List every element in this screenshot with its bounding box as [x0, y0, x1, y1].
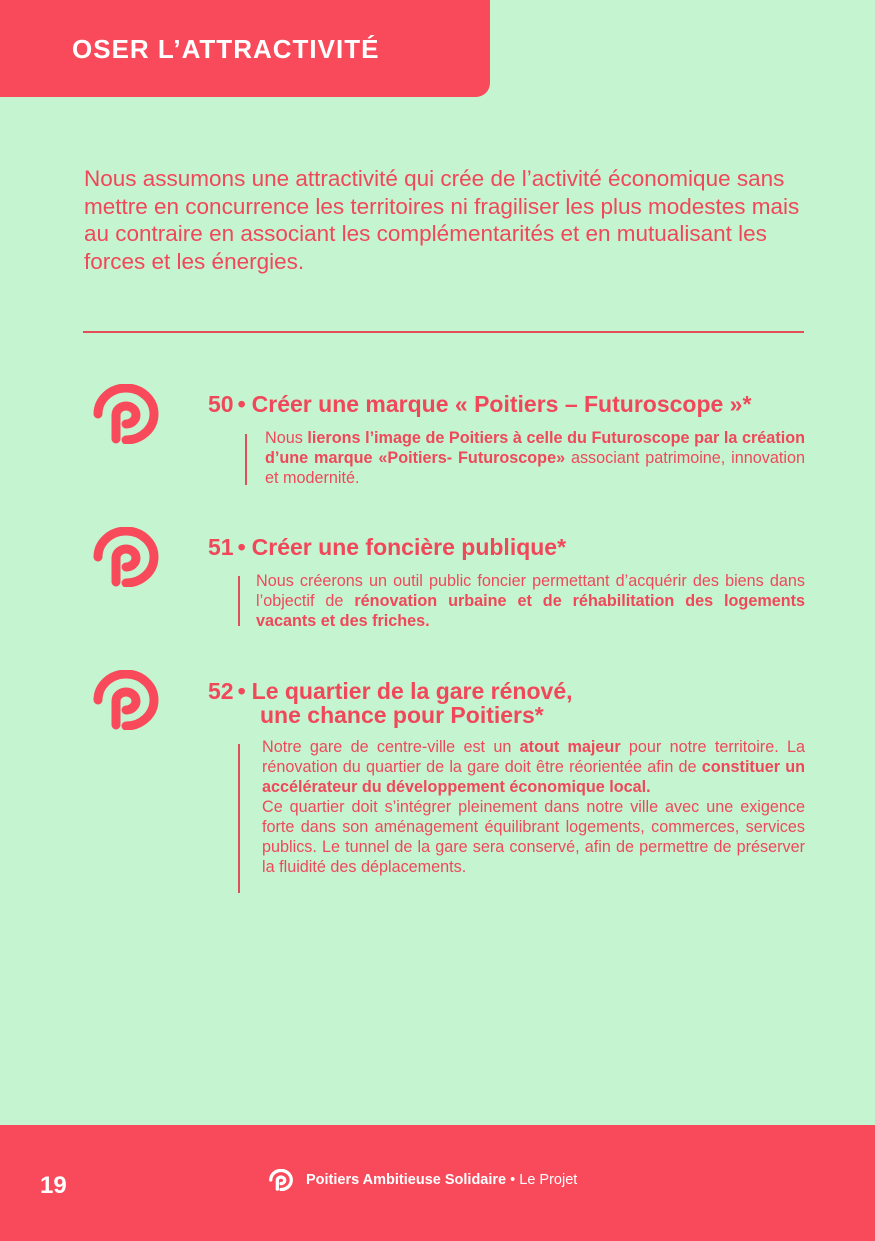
item-title-51: 51 • Créer une foncière publique* — [208, 534, 567, 560]
item-bar-50 — [245, 434, 247, 485]
footer — [0, 1125, 875, 1241]
item-desc-52: Notre gare de centre-ville est un atout majeur pour notre territoire. La rénovation du quartier de la gare doit être réorientée afin de constituer un accélérateur du développement économique local. Ce quartier doit s’intégrer pleinement dans notre ville avec une exigence forte dans son aménagement équilibrant logements, commerces, services publics. Le tunnel de la gare sera conservé, afin de permettre de préserver la fluidité des déplacements. — [262, 738, 805, 876]
poitiers-logo-icon — [268, 1169, 294, 1191]
intro-paragraph: Nous assumons une attractivité qui crée de l’activité économique sans mettre en concurrence les territoires ni fragiliser les plus modestes mais au contraire en associant les complémentarités et en mutualisant les forces et les énergies. — [84, 166, 800, 274]
page-number: 19 — [40, 1172, 67, 1199]
poitiers-logo-icon — [93, 670, 159, 730]
item-bar-51 — [238, 576, 240, 626]
divider — [83, 331, 804, 333]
header-tab — [0, 0, 490, 97]
footer-brand: Poitiers Ambitieuse Solidaire • Le Projet — [306, 1172, 578, 1188]
poitiers-logo-icon — [93, 384, 159, 444]
item-bar-52 — [238, 744, 240, 893]
item-desc-50: Nous lierons l’image de Poitiers à celle du Futuroscope par la création d’une marque «Poitiers- Futuroscope» associant patrimoine, innovation et modernité. — [265, 429, 805, 487]
poitiers-logo-icon — [93, 527, 159, 587]
item-desc-51: Nous créerons un outil public foncier permettant d’acquérir des biens dans l’objectif de rénovation urbaine et de réhabilitation des logements vacants et des friches. — [256, 572, 805, 630]
section-title: OSER L’ATTRACTIVITÉ — [72, 34, 380, 64]
item-title-52: 52 • Le quartier de la gare rénové, une chance pour Poitiers* — [208, 678, 573, 728]
item-title-50: 50 • Créer une marque « Poitiers – Futuroscope »* — [208, 391, 752, 417]
